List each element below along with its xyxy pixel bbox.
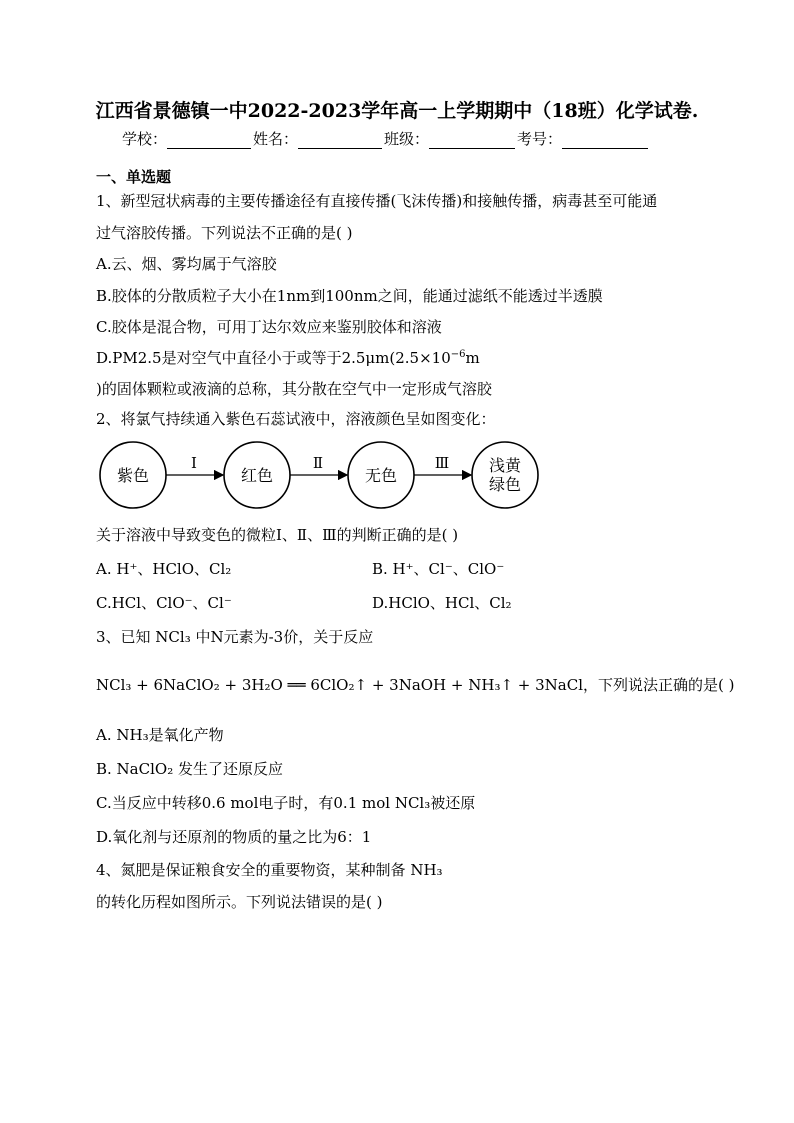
q1-option-d-line1: [96, 347, 480, 368]
node-label-purple: 紫色: [116, 466, 150, 485]
q2-option-c: C.HCl、ClO⁻、Cl⁻: [96, 594, 232, 612]
q1-option-d-number: 2.5×10: [395, 349, 451, 367]
color-change-diagram: [96, 440, 546, 510]
section-heading: 一、单选题: [96, 168, 172, 186]
q3-option-a: A. NH₃是氧化产物: [96, 726, 224, 744]
q1-option-d-unit: m: [465, 349, 480, 367]
name-label: 姓名：: [253, 130, 299, 148]
q3-option-c: C.当反应中转移0.6 mol电子时，有0.1 mol NCl₃被还原: [96, 794, 476, 812]
node-label-pale-yellow: 浅黄: [488, 456, 522, 475]
q4-stem-line1: 4、氮肥是保证粮食安全的重要物资，某种制备 NH₃: [96, 861, 443, 879]
school-label: 学校：: [122, 130, 168, 148]
student-info-line: [122, 128, 682, 149]
q2-question: 关于溶液中导致变色的微粒Ⅰ、Ⅱ、Ⅲ的判断正确的是( ): [96, 526, 459, 544]
node-label-green: 绿色: [488, 475, 522, 494]
q2-option-d: D.HClO、HCl、Cl₂: [372, 594, 512, 612]
node-label-red: 红色: [240, 466, 274, 485]
arrow-label-3: Ⅲ: [434, 454, 450, 472]
q2-option-a: A. H⁺、HClO、Cl₂: [96, 560, 232, 578]
school-blank: [167, 132, 251, 149]
q2-options-row1: [96, 558, 505, 579]
q1-option-c: C.胶体是混合物，可用丁达尔效应来鉴别胶体和溶液: [96, 318, 442, 336]
q1-option-d-exponent: −6: [450, 349, 466, 360]
exam-title: 江西省景德镇一中2022-2023学年高一上学期期中（18班）化学试卷.: [95, 100, 699, 122]
q3-equation-line: [96, 674, 735, 695]
number-blank: [562, 132, 648, 149]
q1-stem-line2: 过气溶胶传播。下列说法不正确的是( ): [96, 224, 353, 242]
number-label: 考号：: [517, 130, 563, 148]
q1-option-d-text: D.PM2.5是对空气中直径小于或等于2.5μm(: [96, 349, 396, 367]
class-label: 班级：: [384, 130, 430, 148]
name-blank: [298, 132, 382, 149]
q1-option-b: B.胶体的分散质粒子大小在1nm到100nm之间，能通过滤纸不能透过半透膜: [96, 287, 603, 305]
q4-stem-line2: 的转化历程如图所示。下列说法错误的是( ): [96, 893, 383, 911]
q3-equation-tail: ，下列说法正确的是( ): [583, 676, 735, 694]
arrow-label-2: Ⅱ: [312, 454, 324, 472]
q1-option-a: A.云、烟、雾均属于气溶胶: [96, 255, 277, 273]
arrow-label-1: Ⅰ: [191, 454, 197, 472]
q2-options-row2: [96, 592, 512, 613]
q3-option-b: B. NaClO₂ 发生了还原反应: [96, 760, 283, 778]
class-blank: [429, 132, 515, 149]
q2-option-b: B. H⁺、Cl⁻、ClO⁻: [372, 560, 505, 578]
q3-stem: 3、已知 NCl₃ 中N元素为-3价，关于反应: [96, 628, 374, 646]
q1-stem-line1: 1、新型冠状病毒的主要传播途径有直接传播(飞沫传播)和接触传播，病毒甚至可能通: [96, 192, 658, 210]
q1-option-d-line2: )的固体颗粒或液滴的总称，其分散在空气中一定形成气溶胶: [96, 380, 492, 398]
q3-option-d: D.氧化剂与还原剂的物质的量之比为6：1: [96, 828, 372, 846]
node-label-colorless: 无色: [364, 466, 398, 485]
q2-stem: 2、将氯气持续通入紫色石蕊试液中，溶液颜色呈如图变化：: [96, 410, 496, 428]
q3-equation: NCl₃ + 6NaClO₂ + 3H₂O ══ 6ClO₂↑ + 3NaOH + NH₃↑ + 3NaCl: [96, 676, 584, 694]
